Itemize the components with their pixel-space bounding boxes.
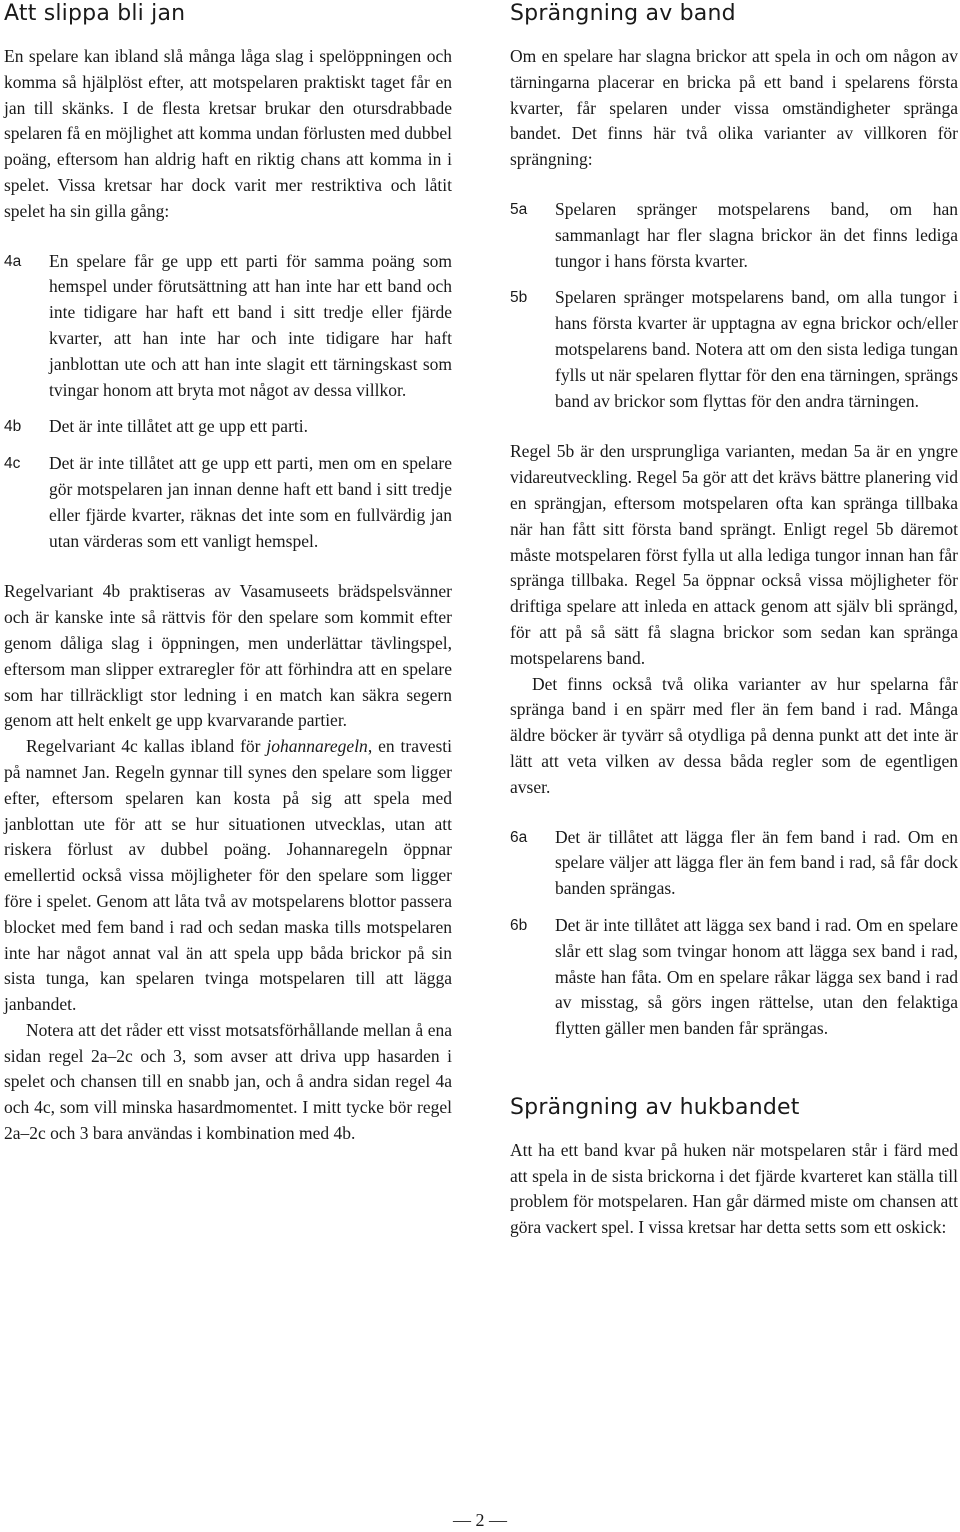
rule-5a [510, 197, 958, 274]
rule-text: Det är inte tillåtet att lägga sex band i rad. Om en spelare slår ett slag som tvingar honom att lägga sex band i rad, måste han fåta. Om en spelare råkar lägga sex band i rad av misstag, så görs ingen rättelse, utan den felaktiga flytten gäller men banden får sprängas. [555, 914, 958, 1039]
rule-text: En spelare får ge upp ett parti för samma poäng som hemspel under förutsättning att han inte har ett band och inte tidigare har haft ett band i sitt tredje eller fjärde kvarter, att han inte har och inte tidigare har haft janblottan ute och att han inte slagit ett tärningskast som tvingar honom att bryta mot något av dessa villkor. [49, 250, 452, 400]
body-paragraph: Regelvariant 4b praktiseras av Vasamuseets brädspelsvänner och är kanske inte så rättvis för den spelare som kommit efter genom dåliga slag i öppningen, men underlättar tävlingspel, eftersom man slipper extraregler för att förhindra att en spelare som har tillräckligt stor ledning i en match kan säkra segern genom att helt enkelt ge upp kvarvarande partier. [4, 581, 452, 731]
rule-text: Det är tillåtet att lägga fler än fem band i rad. Om en spelare väljer att lägga fler än fem band i rad, så får dock banden sprängas. [555, 826, 958, 899]
body-paragraph: Regel 5b är den ursprungliga varianten, medan 5a är en yngre vidareutveckling. Regel 5a gör att det krävs bättre planering vid en sprängjan, eftersom motspelaren ofta kan spränga tillbaka när han fått sitt första band sprängt. Enligt regel 5b däremot måste motspelaren först fylla ut alla lediga tungor innan han får spränga tillbaka. Regel 5a öppnar också vissa möjligheter för driftiga spelare att inleda en attack genom att själv bli sprängd, för att på så sätt få slagna brickor som sedan kan spränga motspelarens band. [510, 441, 958, 668]
rule-number: 5a [510, 200, 528, 218]
body-paragraph: Det finns också två olika varianter av hur spelarna får spränga band i en spärr med fler än fem band i rad. Många äldre böcker är tyvärr så otydliga på denna punkt att det inte är lätt att veta vilken av dessa båda regler som de egentligen avser. [510, 673, 958, 797]
rule-number: 5b [510, 289, 528, 307]
section-heading-att-slippa-bli-jan: Att slippa bli jan [4, 1, 186, 26]
emphasis-term: johannaregeln [266, 736, 368, 757]
section-heading-sprangning-av-hukbandet: Sprängning av hukbandet [510, 1094, 800, 1120]
rule-4a [4, 249, 452, 404]
page-number: — 2 — [453, 1510, 507, 1530]
intro-paragraph: En spelare kan ibland slå många låga slag i spelöppningen och komma så hjälplöst efter, att motspelaren praktiskt taget får en jan till skänks. I de flesta kretsar brukar den otursdrabbade spelaren få en möjlighet att komma undan förlusten med dubbel poäng, eftersom han aldrig haft en riktig chans att komma in i spelet. Vissa kretsar har dock varit mer restriktiva och låtit spelet ha sin gilla gång: [4, 46, 452, 221]
rule-text: Det är inte tillåtet att ge upp ett parti. [49, 416, 309, 437]
rule-text: Spelaren spränger motspelarens band, om alla tungor i hans första kvarter är upptagna av egna brickor och/eller motspelarens band. Notera att om den sista lediga tungan fylls ut när spelaren flyttar för den ena tärningen, sprängs band av brickor som flyttas för den andra tärningen. [555, 287, 958, 411]
rule-text: Det är inte tillåtet att ge upp ett parti, men om en spelare gör motspelaren jan innan denne haft ett band i sitt tredje eller fjärde kvarter, räknas det inte som en fullvärdig jan utan värderas som ett vanligt hemspel. [49, 453, 452, 551]
rule-text: Spelaren spränger motspelarens band, om han sammanlagt har fler slagna brickor än det finns lediga tungor i hans första kvarter. [555, 198, 958, 271]
left-column [4, 0, 452, 1147]
rule-number: 6b [510, 916, 528, 934]
rule-6b [510, 913, 958, 1042]
body-paragraph: Notera att det råder ett visst motsatsförhållande mellan å ena sidan regel 2a–2c och 3, som avser att driva upp hasarden i spelet och chansen till en snabb jan, och å andra sidan regel 4a och 4c, som vill minska hasardmomentet. I mitt tycke bör regel 2a–2c och 3 bara användas i kombination med 4b. [4, 1019, 452, 1144]
rule-number: 6a [510, 828, 528, 846]
intro-paragraph: Om en spelare har slagna brickor att spela in och om någon av tärningarna placerar en bricka på ett band i spelarens första kvarter, får spelaren under vissa omständigheter spränga bandet. Det finns här två olika varianter av villkoren för sprängning: [510, 46, 958, 170]
rule-number: 4c [4, 455, 21, 473]
rule-6a [510, 825, 958, 902]
rule-number: 4b [4, 418, 22, 436]
rule-number: 4a [4, 252, 22, 270]
body-paragraph: Att ha ett band kvar på huken när motspelaren står i färd med att spela in de sista brickorna i det fjärde kvarteret kan ställa till problem för motspelaren. Han går därmed miste om chansen att göra vackert spel. I vissa kretsar har detta setts som ett oskick: [510, 1139, 958, 1238]
rule-5b [510, 285, 958, 414]
right-column [510, 0, 958, 1241]
body-paragraph-johannaregeln: Regelvariant 4c kallas ibland för johannaregeln, en travesti på namnet Jan. Regeln gynnar till synes den spelare som ligger efter, eftersom spelaren kan kosta på sig att spela med janblottan ute för att se hur situationen utvecklas, utan att riskera förlust av dubbel poäng. Johannaregeln öppnar emellertid också vissa möjligheter för den spelare som ligger före i spelet. Genom att låta två av motspelarens blottor passera blocket med fem band i rad och sedan maska tills motspelaren inte har något annat val än att spela upp båda brickor på sin sista tunga, kan spelaren tvinga motspelaren till att lägga janbandet. [4, 736, 453, 1015]
rule-4c [4, 451, 452, 554]
section-heading-sprangning-av-band: Sprängning av band [510, 1, 736, 26]
rule-4b [4, 414, 452, 440]
